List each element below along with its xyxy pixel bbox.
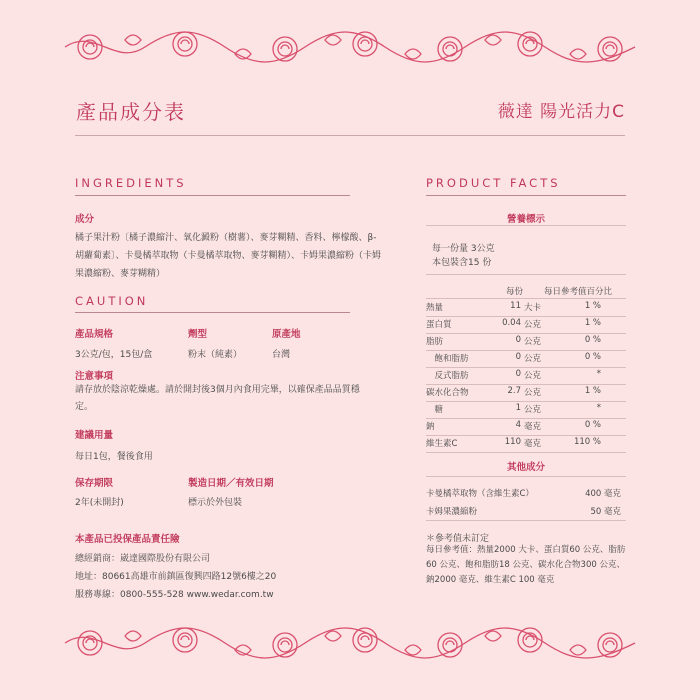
nutrition-row <box>426 418 626 436</box>
nutrient-amount: 1 <box>515 403 521 413</box>
serving-size: 每一份量 3公克 <box>432 244 495 254</box>
nutrient-name: 飽和脂肪 <box>426 354 469 364</box>
date-value: 標示於外包裝 <box>188 498 243 508</box>
nutrient-daily-value: * <box>596 369 601 379</box>
nutrient-daily-value: * <box>596 403 601 413</box>
nutrient-unit: 公克 <box>524 354 542 364</box>
other-ingredient-value: 400 毫克 <box>585 489 621 499</box>
spec-value: 3公克/包，15包/盒 <box>75 350 153 360</box>
nutrition-rule <box>426 225 626 226</box>
col-per-serving: 每份 <box>506 287 524 297</box>
origin-label: 原產地 <box>272 329 301 340</box>
nutrient-name: 維生素C <box>426 439 458 449</box>
ingredients-label: 成分 <box>75 214 95 225</box>
title-divider <box>75 135 625 136</box>
facts-heading: PRODUCT FACTS <box>426 176 561 190</box>
rose-icon <box>518 628 542 652</box>
nutrient-name: 鈉 <box>426 422 435 432</box>
facts-rule <box>426 195 626 196</box>
rose-border-top <box>55 22 645 72</box>
notice-text: 請存放於陰涼乾燥處。請於開封後3個月內食用完畢，以確保產品品質穩定。 <box>75 385 360 412</box>
ingredients-rule <box>75 195 350 196</box>
nutrient-amount: 0 <box>515 369 521 379</box>
nutrient-name: 脂肪 <box>426 337 444 347</box>
nutrient-unit: 公克 <box>524 388 542 398</box>
nutrient-unit: 公克 <box>524 405 542 415</box>
nutrient-amount: 0 <box>515 335 521 345</box>
nutrient-unit: 公克 <box>524 371 542 381</box>
usage-text: 每日1包，餐後食用 <box>75 452 153 462</box>
ingredients-heading: INGREDIENTS <box>75 176 187 190</box>
origin-value: 台灣 <box>272 350 291 360</box>
other-ingredient-name: 卡曼橘萃取物（含維生素C） <box>426 489 534 499</box>
rose-icon <box>438 37 462 61</box>
date-label: 製造日期／有效日期 <box>188 478 274 489</box>
caution-heading: CAUTION <box>75 294 149 308</box>
nutrient-unit: 公克 <box>524 337 542 347</box>
nutrition-row <box>426 316 626 334</box>
footnote-title: ＊參考值未訂定 <box>426 534 490 544</box>
nutrient-daily-value: 1 % <box>584 386 601 396</box>
rose-icon <box>78 631 102 655</box>
usage-label: 建議用量 <box>75 430 114 441</box>
nutrient-unit: 毫克 <box>524 422 542 432</box>
nutrient-amount: 0.04 <box>502 318 521 328</box>
nutrient-amount: 110 <box>504 437 521 447</box>
shelf-value: 2年(未開封) <box>75 498 124 508</box>
shelf-label: 保存期限 <box>75 478 114 489</box>
nutrient-amount: 11 <box>510 301 521 311</box>
other-bottom-rule <box>426 520 626 521</box>
nutrient-unit: 公克 <box>524 320 542 330</box>
other-title: 其他成分 <box>506 462 545 473</box>
rose-border-bottom <box>55 618 645 668</box>
rose-icon <box>518 32 542 56</box>
nutrition-row <box>426 401 626 419</box>
nutrient-daily-value: 0 % <box>584 352 601 362</box>
form-value: 粉末（純素） <box>188 350 243 360</box>
footnote-text: 每日參考值：熱量2000 大卡、蛋白質60 公克、脂肪60 公克、飽和脂肪18 公克、碳水化合物300 公克、鈉2000 毫克、維生素C 100 毫克 <box>426 545 626 585</box>
rose-icon <box>173 628 197 652</box>
nutrition-row <box>426 333 626 351</box>
nutrient-daily-value: 0 % <box>584 420 601 430</box>
nutrition-row <box>426 299 626 317</box>
nutrition-row <box>426 435 626 453</box>
nutrient-amount: 0 <box>515 352 521 362</box>
rose-icon <box>438 633 462 657</box>
nutrient-unit: 毫克 <box>524 439 542 449</box>
rose-icon <box>78 35 102 59</box>
ingredients-text: 橘子果汁粉〔橘子濃縮汁、氧化澱粉（樹薯）、麥芽糊精、香料、檸檬酸、β-胡蘿蔔素〕、卡曼橘萃取物（卡曼橘萃取物、麥芽糊精）、卡姆果濃縮粉（卡姆果濃縮粉、麥芽糊精） <box>75 233 382 279</box>
other-ingredient-value: 50 毫克 <box>590 507 621 517</box>
caution-rule <box>75 312 350 313</box>
address: 地址：80661高雄市前鎮區復興四路12號6樓之20 <box>75 572 277 582</box>
insured-notice: 本產品已投保產品責任險 <box>75 534 180 545</box>
nutrient-daily-value: 1 % <box>584 318 601 328</box>
nutrient-daily-value: 1 % <box>584 301 601 311</box>
notice-label: 注意事項 <box>75 371 114 382</box>
other-ingredient-name: 卡姆果濃縮粉 <box>426 507 478 517</box>
nutrient-name: 蛋白質 <box>426 320 452 330</box>
other-rule <box>426 476 626 477</box>
rose-icon <box>173 32 197 56</box>
spec-label: 產品規格 <box>75 329 114 340</box>
nutrient-unit: 大卡 <box>524 303 542 313</box>
nutrient-amount: 2.7 <box>507 386 521 396</box>
col-daily-value: 每日參考值百分比 <box>544 287 613 297</box>
nutrient-name: 碳水化合物 <box>426 388 469 398</box>
nutrient-amount: 4 <box>515 420 521 430</box>
hotline: 服務專線：0800-555-528 www.wedar.com.tw <box>75 590 274 600</box>
page-title: 產品成分表 <box>76 100 186 124</box>
nutrient-name: 熱量 <box>426 303 444 313</box>
serving-rule <box>426 274 626 275</box>
nutrition-row <box>426 384 626 402</box>
nutrient-name: 糖 <box>426 405 444 415</box>
nutrient-name: 反式脂肪 <box>426 371 469 381</box>
nutrition-row <box>426 350 626 368</box>
nutrition-title: 營養標示 <box>506 214 545 225</box>
servings-per-pack: 本包裝含15 份 <box>432 258 492 268</box>
nutrition-row <box>426 367 626 385</box>
nutrient-daily-value: 0 % <box>584 335 601 345</box>
distributor: 總經銷商：崴達國際股份有限公司 <box>75 554 211 564</box>
brand-name: 薇達 陽光活力C <box>497 102 625 122</box>
nutrient-daily-value: 110 % <box>573 437 601 447</box>
form-label: 劑型 <box>188 329 208 340</box>
